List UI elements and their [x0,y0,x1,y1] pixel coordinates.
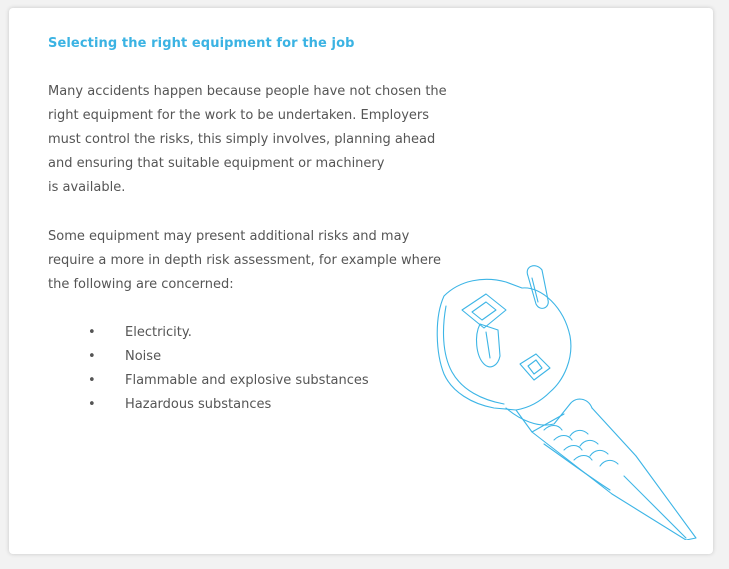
list-item [48,321,369,345]
risk-line: Some equipment may present additional risks and may [48,229,410,244]
bullet-icon: • [88,373,96,388]
list-item [48,393,369,417]
hazard-list [48,321,369,417]
risk-line: require a more in depth risk assessment, for example where [48,253,441,268]
intro-line: right equipment for the work to be undertaken. Employers [48,108,429,123]
intro-line: and ensuring that suitable equipment or machinery [48,156,385,171]
list-item-label: Hazardous substances [125,397,272,412]
risk-paragraph [48,225,441,297]
bullet-icon: • [88,397,96,412]
risk-line: the following are concerned: [48,277,234,292]
list-item-label: Noise [125,349,162,364]
intro-line: must control the risks, this simply involves, planning ahead [48,132,436,147]
list-item [48,369,369,393]
intro-paragraph [48,80,447,200]
page-title: Selecting the right equipment for the job [48,36,355,51]
content-card [9,8,713,554]
bullet-icon: • [88,349,96,364]
intro-line: Many accidents happen because people have not chosen the [48,84,447,99]
list-item [48,345,369,369]
intro-line: is available. [48,180,126,195]
list-item-label: Electricity. [125,325,192,340]
electrical-plug-icon [424,258,699,540]
list-item-label: Flammable and explosive substances [125,373,369,388]
bullet-icon: • [88,325,96,340]
